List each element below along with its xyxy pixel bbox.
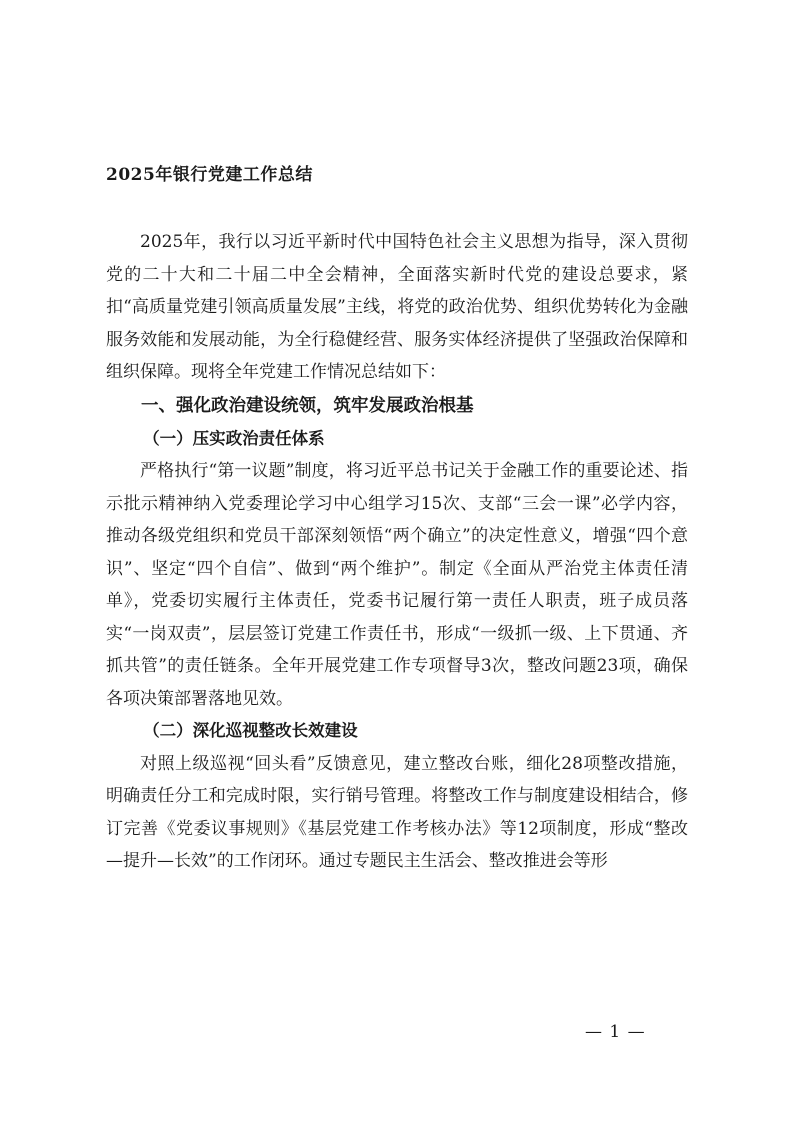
subsection-1-heading: （一）压实政治责任体系 [143, 428, 325, 448]
subsection-2-paragraph: 对照上级巡视“回头看”反馈意见，建立整改台账，细化28项整改措施，明确责任分工和完成时限，实行销号管理。将整改工作与制度建设相结合，修订完善《党委议事规则》《基层党建工作考核办法》等12项制度，形成“整改—提升—长效”的工作闭环。通过专题民主生活会、整改推进会等形 [106, 753, 688, 871]
intro-paragraph: 2025年，我行以习近平新时代中国特色社会主义思想为指导，深入贯彻党的二十大和二十届二中全会精神，全面落实新时代党的建设总要求，紧扣“高质量党建引领高质量发展”主线，将党的政治优势、组织优势转化为金融服务效能和发展动能，为全行稳健经营、服务实体经济提供了坚强政治保障和组织保障。现将全年党建工作情况总结如下： [106, 232, 688, 382]
document-body [106, 226, 688, 878]
page-number: — 1 — [585, 1022, 646, 1042]
document-title: 2025年银行党建工作总结 [106, 165, 313, 185]
section-1-heading: 一、强化政治建设统领，筑牢发展政治根基 [141, 395, 474, 416]
subsection-2-heading: （二）深化巡视整改长效建设 [143, 721, 358, 740]
subsection-1-paragraph: 严格执行“第一议题”制度，将习近平总书记关于金融工作的重要论述、指示批示精神纳入党委理论学习中心组学习15次、支部“三会一课”必学内容，推动各级党组织和党员干部深刻领悟“两个确立”的决定性意义，增强“四个意识”、坚定“四个自信”、做到“两个维护”。制定《全面从严治党主体责任清单》，党委切实履行主体责任，党委书记履行第一责任人职责，班子成员落实“一岗双责”，层层签订党建工作责任书，形成“一级抓一级、上下贯通、齐抓共管”的责任链条。全年开展党建工作专项督导3次，整改问题23项，确保各项决策部署落地见效。 [106, 461, 688, 709]
